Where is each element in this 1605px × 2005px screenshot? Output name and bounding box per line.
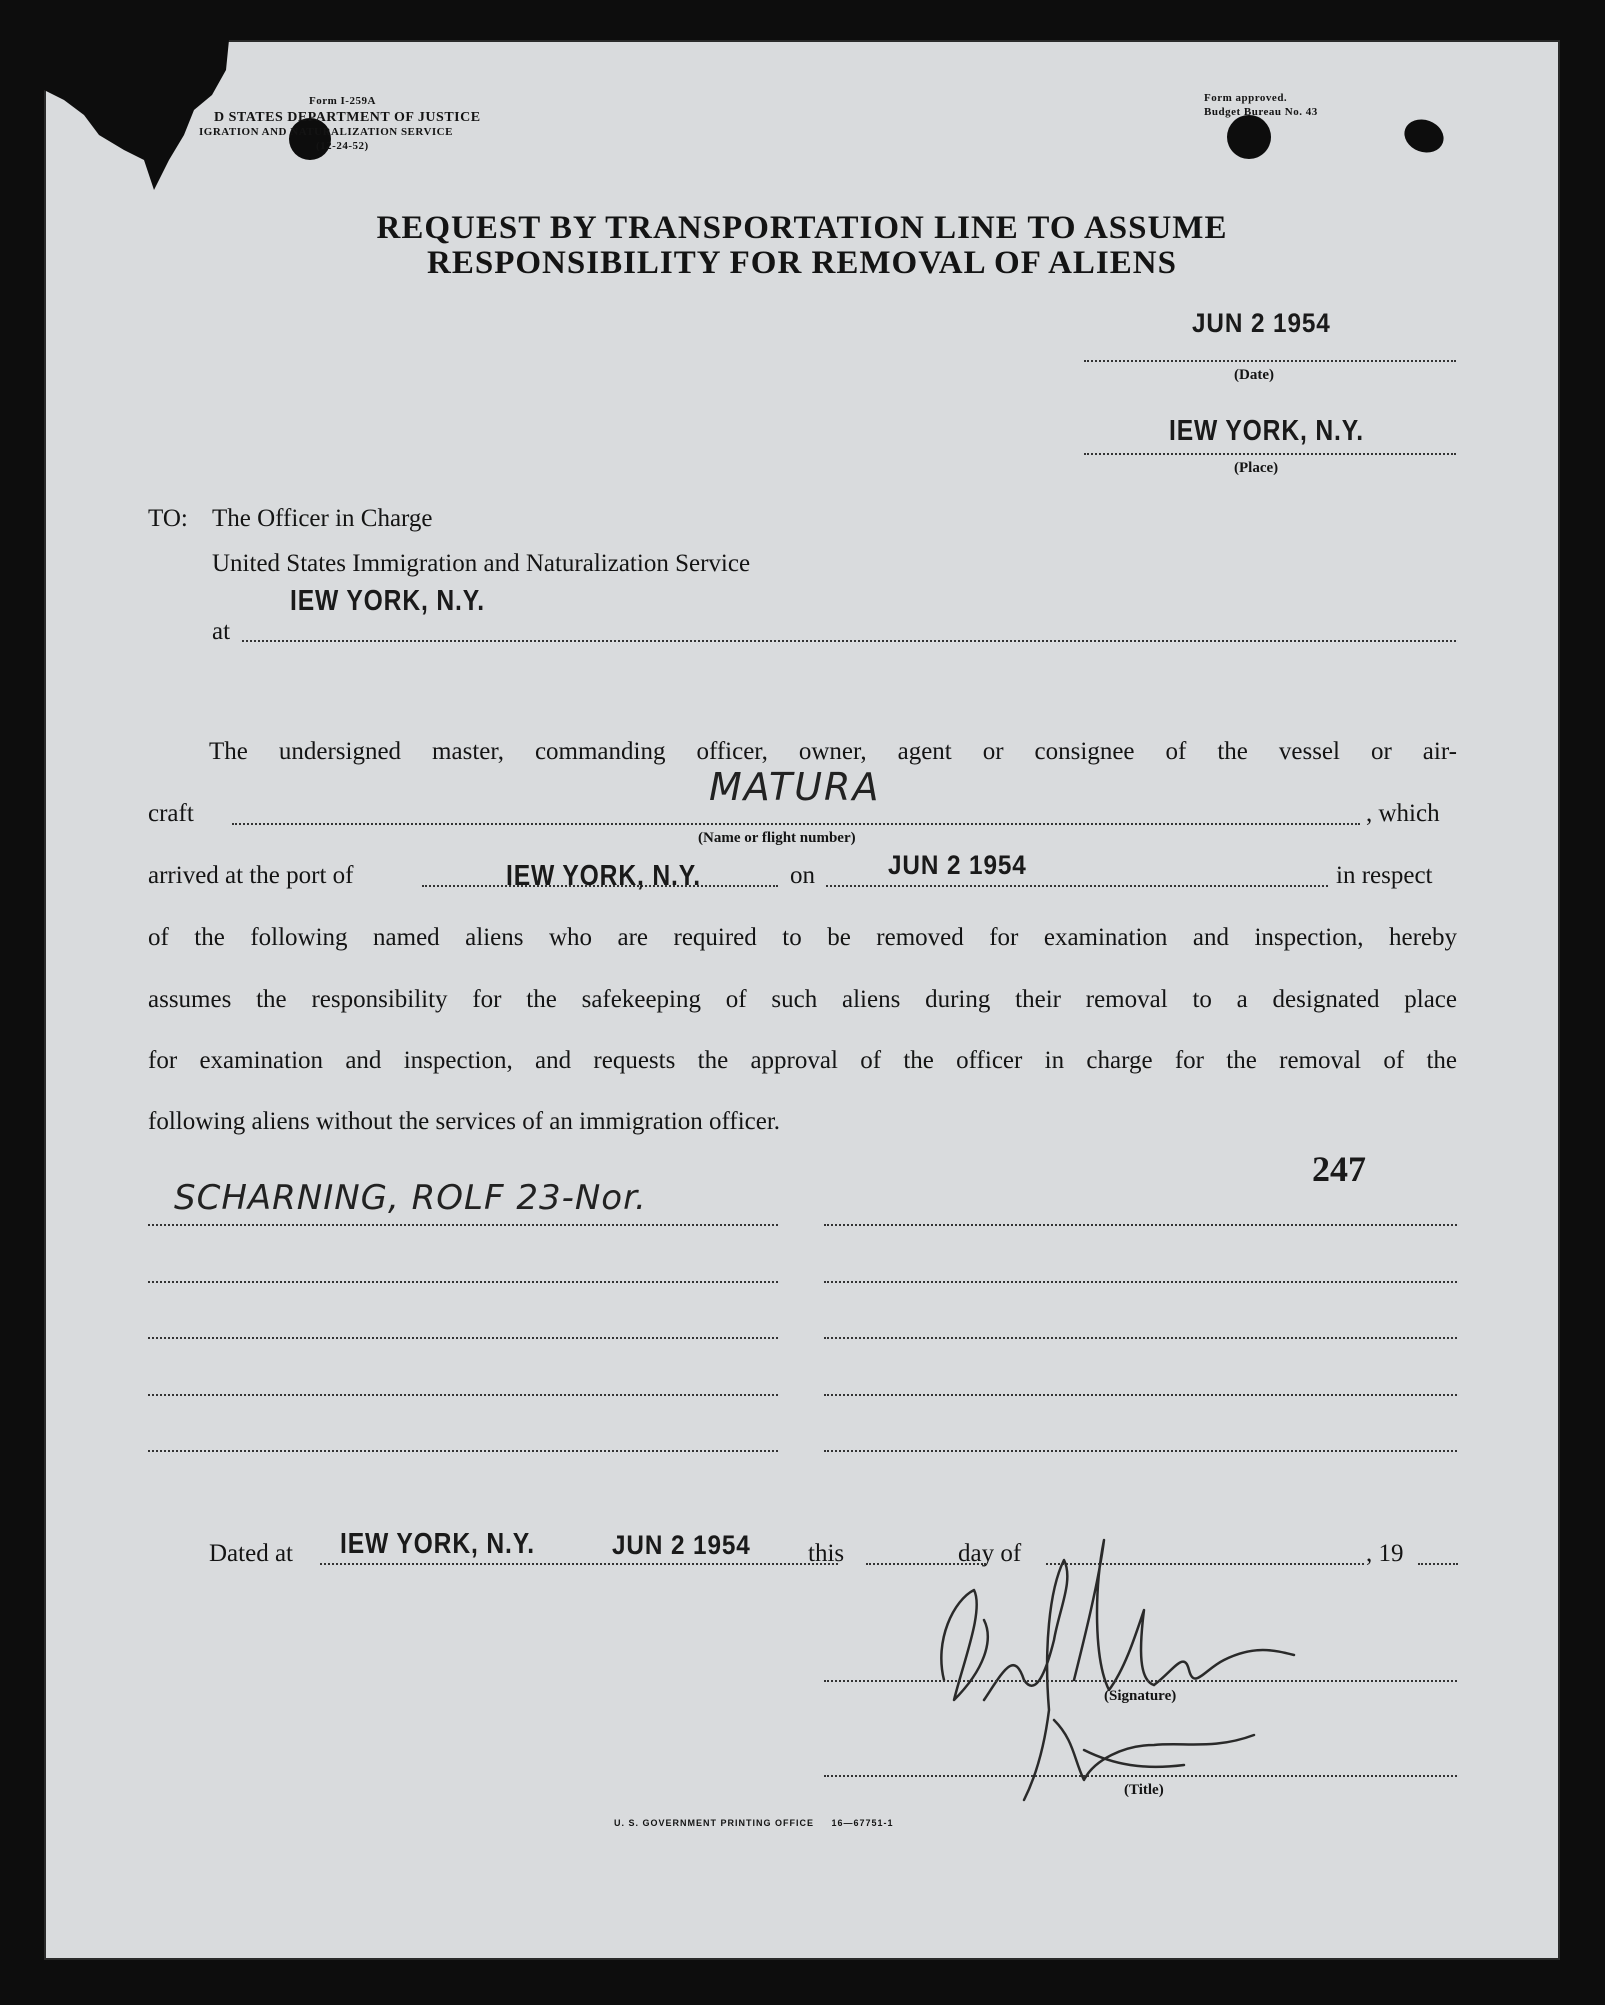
signature-line bbox=[824, 1680, 1457, 1682]
body-line1: The undersigned master, commanding officer, owner, agent or consignee of the vessel or air- bbox=[209, 738, 1457, 765]
budget-bureau-number: Budget Bureau No. 43 bbox=[1204, 106, 1318, 118]
date-line bbox=[1084, 360, 1456, 362]
alien-count-annotation: 247 bbox=[1312, 1149, 1366, 1189]
vessel-name: MATURA bbox=[709, 765, 881, 809]
form-approved-label: Form approved. bbox=[1204, 92, 1288, 104]
form-title-line2: RESPONSIBILITY FOR REMOVAL OF ALIENS bbox=[427, 245, 1177, 281]
title-caption: (Title) bbox=[1124, 1782, 1164, 1798]
torn-corner bbox=[44, 40, 234, 200]
title-line bbox=[824, 1775, 1457, 1777]
form-page bbox=[44, 40, 1560, 1960]
form-revision-date: (12-24-52) bbox=[316, 140, 369, 152]
in-respect-label: in respect bbox=[1336, 862, 1433, 889]
alien-line-left-4 bbox=[148, 1394, 778, 1396]
date-caption: (Date) bbox=[1234, 367, 1274, 383]
addressee-place-stamp: IEW YORK, N.Y. bbox=[290, 585, 485, 617]
day-of-label: day of bbox=[958, 1540, 1022, 1567]
form-number: Form I-259A bbox=[309, 95, 376, 107]
vessel-line bbox=[232, 823, 1360, 825]
year-line bbox=[1418, 1563, 1458, 1565]
arrived-label: arrived at the port of bbox=[148, 862, 354, 889]
department-name: D STATES DEPARTMENT OF JUSTICE bbox=[214, 110, 481, 125]
punch-hole-right bbox=[1227, 115, 1271, 159]
dated-at-line bbox=[320, 1563, 838, 1565]
alien-line-right-5 bbox=[824, 1450, 1457, 1452]
alien-entry-1: SCHARNING, ROLF 23-Nor. bbox=[174, 1178, 647, 1218]
which-label: , which bbox=[1366, 800, 1440, 827]
at-line bbox=[242, 640, 1456, 642]
alien-line-left-3 bbox=[148, 1337, 778, 1339]
vessel-caption: (Name or flight number) bbox=[698, 830, 856, 846]
alien-line-right-3 bbox=[824, 1337, 1457, 1339]
ink-blot bbox=[1400, 114, 1449, 158]
on-label: on bbox=[790, 862, 815, 889]
place-caption: (Place) bbox=[1234, 460, 1279, 476]
dated-at-label: Dated at bbox=[209, 1540, 293, 1567]
arrival-date-line bbox=[826, 885, 1328, 887]
body-line7: following aliens without the services of an immigration officer. bbox=[148, 1108, 781, 1135]
addressee-line2: United States Immigration and Naturalization Service bbox=[212, 550, 751, 577]
craft-label: craft bbox=[148, 800, 194, 827]
service-name: IGRATION AND NATURALIZATION SERVICE bbox=[199, 126, 453, 138]
alien-line-right-1 bbox=[824, 1224, 1457, 1226]
body-line4: of the following named aliens who are required to be removed for examination and inspection, hereby bbox=[148, 924, 1457, 951]
body-line5: assumes the responsibility for the safekeeping of such aliens during their removal to a designated place bbox=[148, 986, 1457, 1013]
printer-line: U. S. GOVERNMENT PRINTING OFFICE 16—67751-1 bbox=[614, 1818, 894, 1828]
place-line bbox=[1084, 453, 1456, 455]
alien-line-left-2 bbox=[148, 1281, 778, 1283]
alien-line-right-2 bbox=[824, 1281, 1457, 1283]
alien-line-left-5 bbox=[148, 1450, 778, 1452]
this-label: this bbox=[808, 1540, 845, 1567]
date-stamp: JUN 2 1954 bbox=[1192, 308, 1331, 338]
port-stamp: IEW YORK, N.Y. bbox=[506, 860, 701, 892]
dated-date-stamp: JUN 2 1954 bbox=[612, 1530, 751, 1560]
to-label: TO: bbox=[148, 505, 188, 532]
at-label: at bbox=[212, 618, 231, 645]
body-line6: for examination and inspection, and requests the approval of the officer in charge for the removal of the bbox=[148, 1047, 1457, 1074]
alien-line-left-1 bbox=[148, 1224, 778, 1226]
form-title-line1: REQUEST BY TRANSPORTATION LINE TO ASSUME bbox=[376, 210, 1228, 246]
place-stamp: IEW YORK, N.Y. bbox=[1169, 415, 1364, 447]
arrival-date-stamp: JUN 2 1954 bbox=[888, 850, 1027, 880]
signature-caption: (Signature) bbox=[1104, 1688, 1177, 1704]
alien-line-right-4 bbox=[824, 1394, 1457, 1396]
year-label: , 19 bbox=[1366, 1540, 1404, 1567]
dated-place-stamp: IEW YORK, N.Y. bbox=[340, 1528, 535, 1560]
addressee-line1: The Officer in Charge bbox=[212, 505, 433, 532]
